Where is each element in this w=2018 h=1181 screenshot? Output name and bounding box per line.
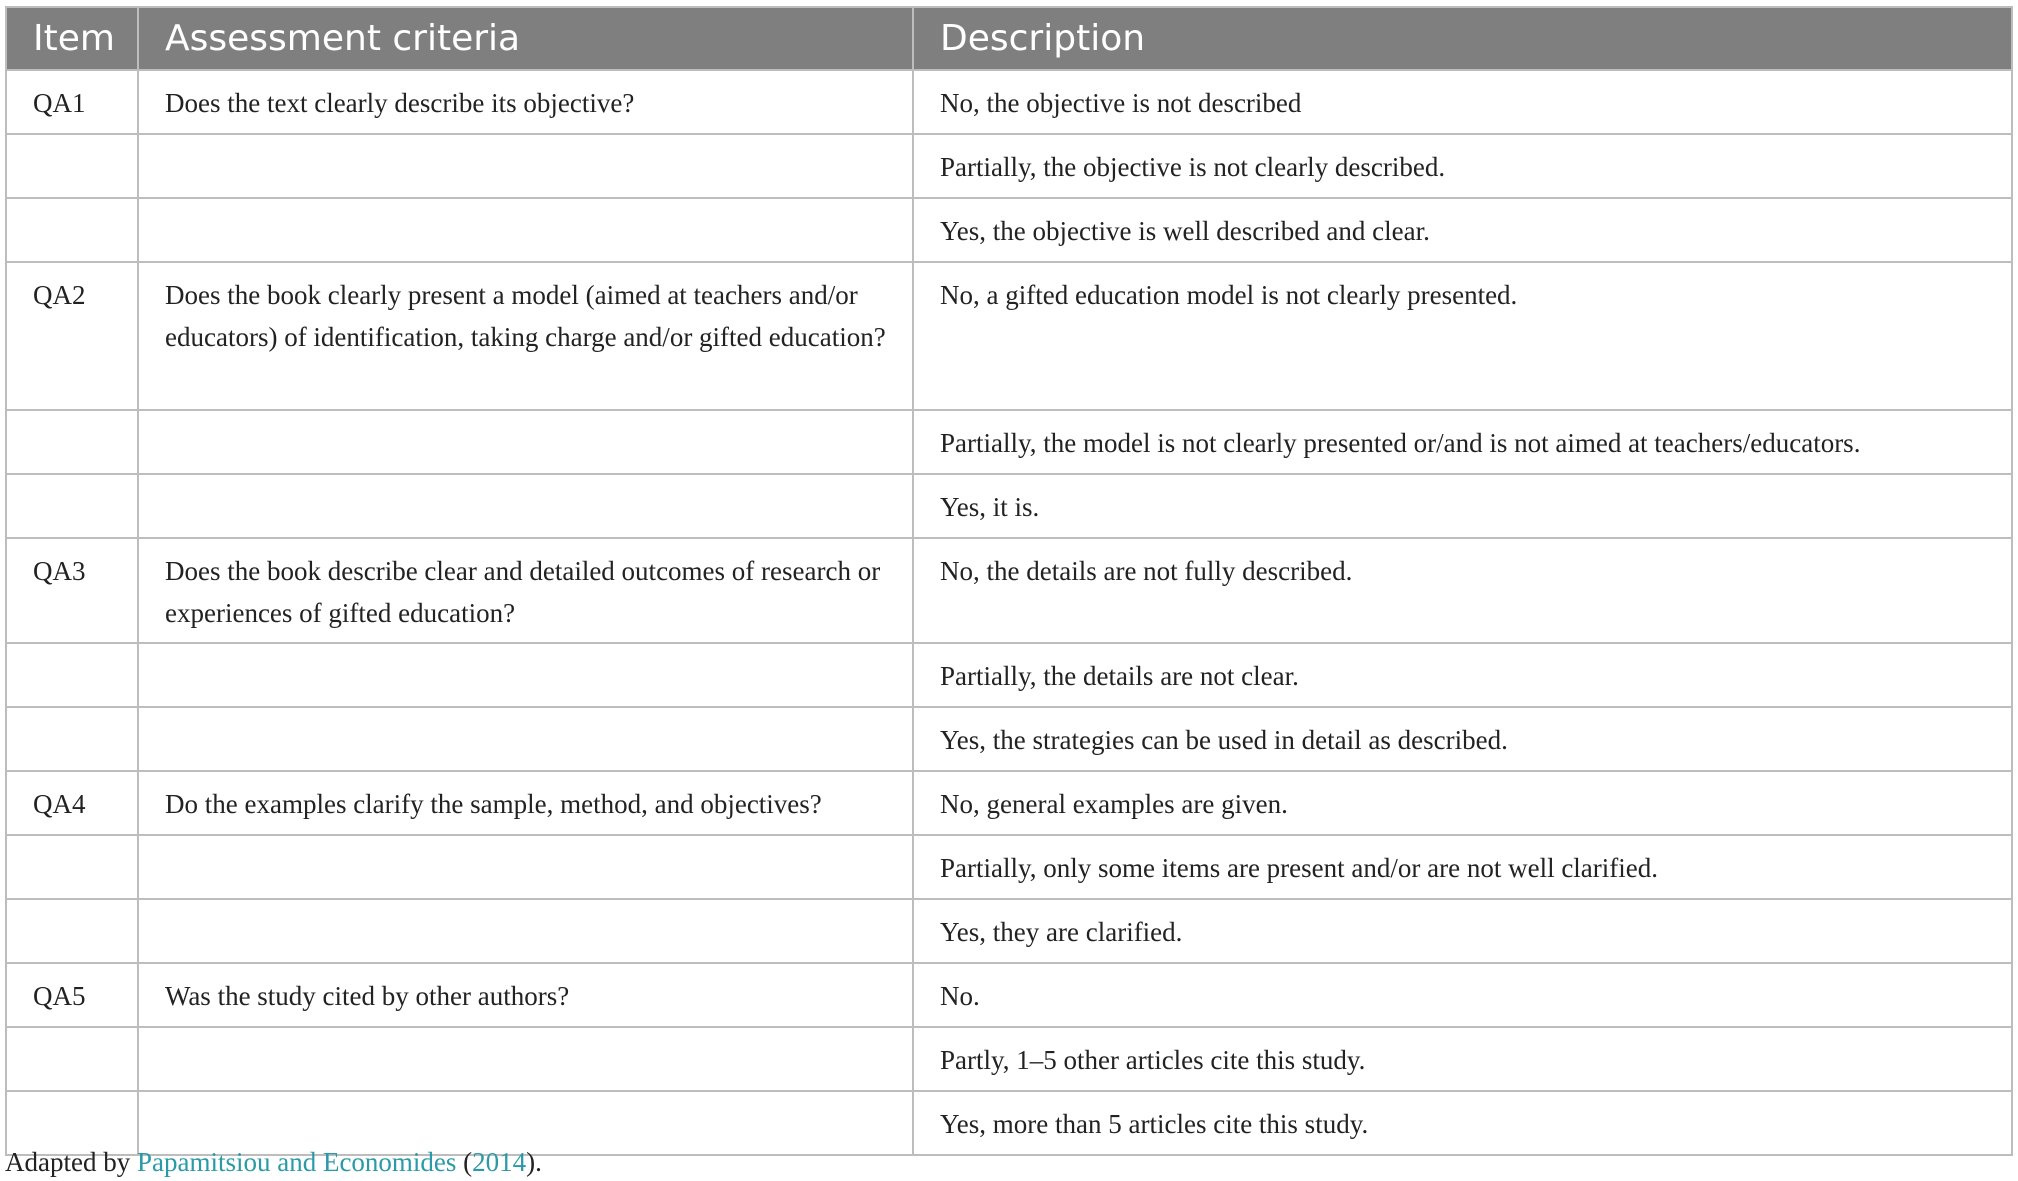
table-row xyxy=(6,899,2012,963)
table-row xyxy=(6,643,2012,707)
cell-criteria xyxy=(138,474,913,538)
cell-description: Yes, the strategies can be used in detail as described. xyxy=(913,707,2012,771)
cell-item xyxy=(6,643,138,707)
cell-item: QA1 xyxy=(6,70,138,134)
cell-criteria: Was the study cited by other authors? xyxy=(138,963,913,1027)
table-row xyxy=(6,771,2012,835)
cell-criteria xyxy=(138,643,913,707)
cell-description: No, the objective is not described xyxy=(913,70,2012,134)
cell-criteria: Does the book clearly present a model (aimed at teachers and/or educators) of identification, taking charge and/or gifted education? xyxy=(138,262,913,410)
cell-item xyxy=(6,1091,138,1155)
cell-description: Partially, the details are not clear. xyxy=(913,643,2012,707)
table-row xyxy=(6,963,2012,1027)
cell-description: No, a gifted education model is not clearly presented. xyxy=(913,262,2012,410)
cell-description: Partially, only some items are present and/or are not well clarified. xyxy=(913,835,2012,899)
cell-description: No. xyxy=(913,963,2012,1027)
cell-description: Partially, the model is not clearly presented or/and is not aimed at teachers/educators. xyxy=(913,410,2012,474)
cell-description: No, the details are not fully described. xyxy=(913,538,2012,643)
cell-description: No, general examples are given. xyxy=(913,771,2012,835)
cell-item xyxy=(6,1027,138,1091)
cell-item xyxy=(6,198,138,262)
table-body xyxy=(6,70,2012,1155)
table-row xyxy=(6,1091,2012,1155)
cell-description: Yes, it is. xyxy=(913,474,2012,538)
cell-description: Yes, the objective is well described and clear. xyxy=(913,198,2012,262)
table-row xyxy=(6,262,2012,410)
cell-criteria xyxy=(138,707,913,771)
cell-item: QA4 xyxy=(6,771,138,835)
header-row xyxy=(6,7,2012,70)
table-header xyxy=(6,7,2012,70)
quality-assessment-table xyxy=(5,6,2013,1156)
cell-description: Yes, they are clarified. xyxy=(913,899,2012,963)
cell-item xyxy=(6,707,138,771)
cell-item xyxy=(6,835,138,899)
quality-assessment-table-container xyxy=(5,6,2011,1156)
table-row xyxy=(6,134,2012,198)
cell-item: QA5 xyxy=(6,963,138,1027)
footnote-open-paren: ( xyxy=(456,1147,473,1177)
cell-description: Partly, 1–5 other articles cite this study. xyxy=(913,1027,2012,1091)
table-row xyxy=(6,410,2012,474)
table-row xyxy=(6,70,2012,134)
table-row xyxy=(6,1027,2012,1091)
cell-criteria xyxy=(138,198,913,262)
cell-item xyxy=(6,134,138,198)
table-row xyxy=(6,198,2012,262)
table-row xyxy=(6,707,2012,771)
citation-authors-link[interactable]: Papamitsiou and Economides xyxy=(136,1147,457,1177)
cell-criteria xyxy=(138,835,913,899)
cell-criteria xyxy=(138,899,913,963)
cell-description: Partially, the objective is not clearly described. xyxy=(913,134,2012,198)
footnote-suffix: ). xyxy=(526,1147,542,1177)
table-row xyxy=(6,538,2012,643)
cell-description: Yes, more than 5 articles cite this study. xyxy=(913,1091,2012,1155)
table-row xyxy=(6,474,2012,538)
cell-criteria: Does the book describe clear and detailed outcomes of research or experiences of gifted education? xyxy=(138,538,913,643)
cell-criteria xyxy=(138,1027,913,1091)
cell-criteria xyxy=(138,134,913,198)
table-footnote xyxy=(5,1147,542,1178)
citation-year-link[interactable]: 2014 xyxy=(472,1147,527,1177)
cell-item xyxy=(6,899,138,963)
table-row xyxy=(6,835,2012,899)
cell-criteria: Do the examples clarify the sample, method, and objectives? xyxy=(138,771,913,835)
cell-item xyxy=(6,474,138,538)
footnote-prefix: Adapted by xyxy=(5,1147,137,1177)
header-item: Item xyxy=(6,7,138,70)
cell-criteria xyxy=(138,1091,913,1155)
header-assessment-criteria: Assessment criteria xyxy=(138,7,913,70)
cell-item: QA3 xyxy=(6,538,138,643)
cell-criteria: Does the text clearly describe its objective? xyxy=(138,70,913,134)
cell-item xyxy=(6,410,138,474)
cell-criteria xyxy=(138,410,913,474)
cell-item: QA2 xyxy=(6,262,138,410)
header-description: Description xyxy=(913,7,2012,70)
